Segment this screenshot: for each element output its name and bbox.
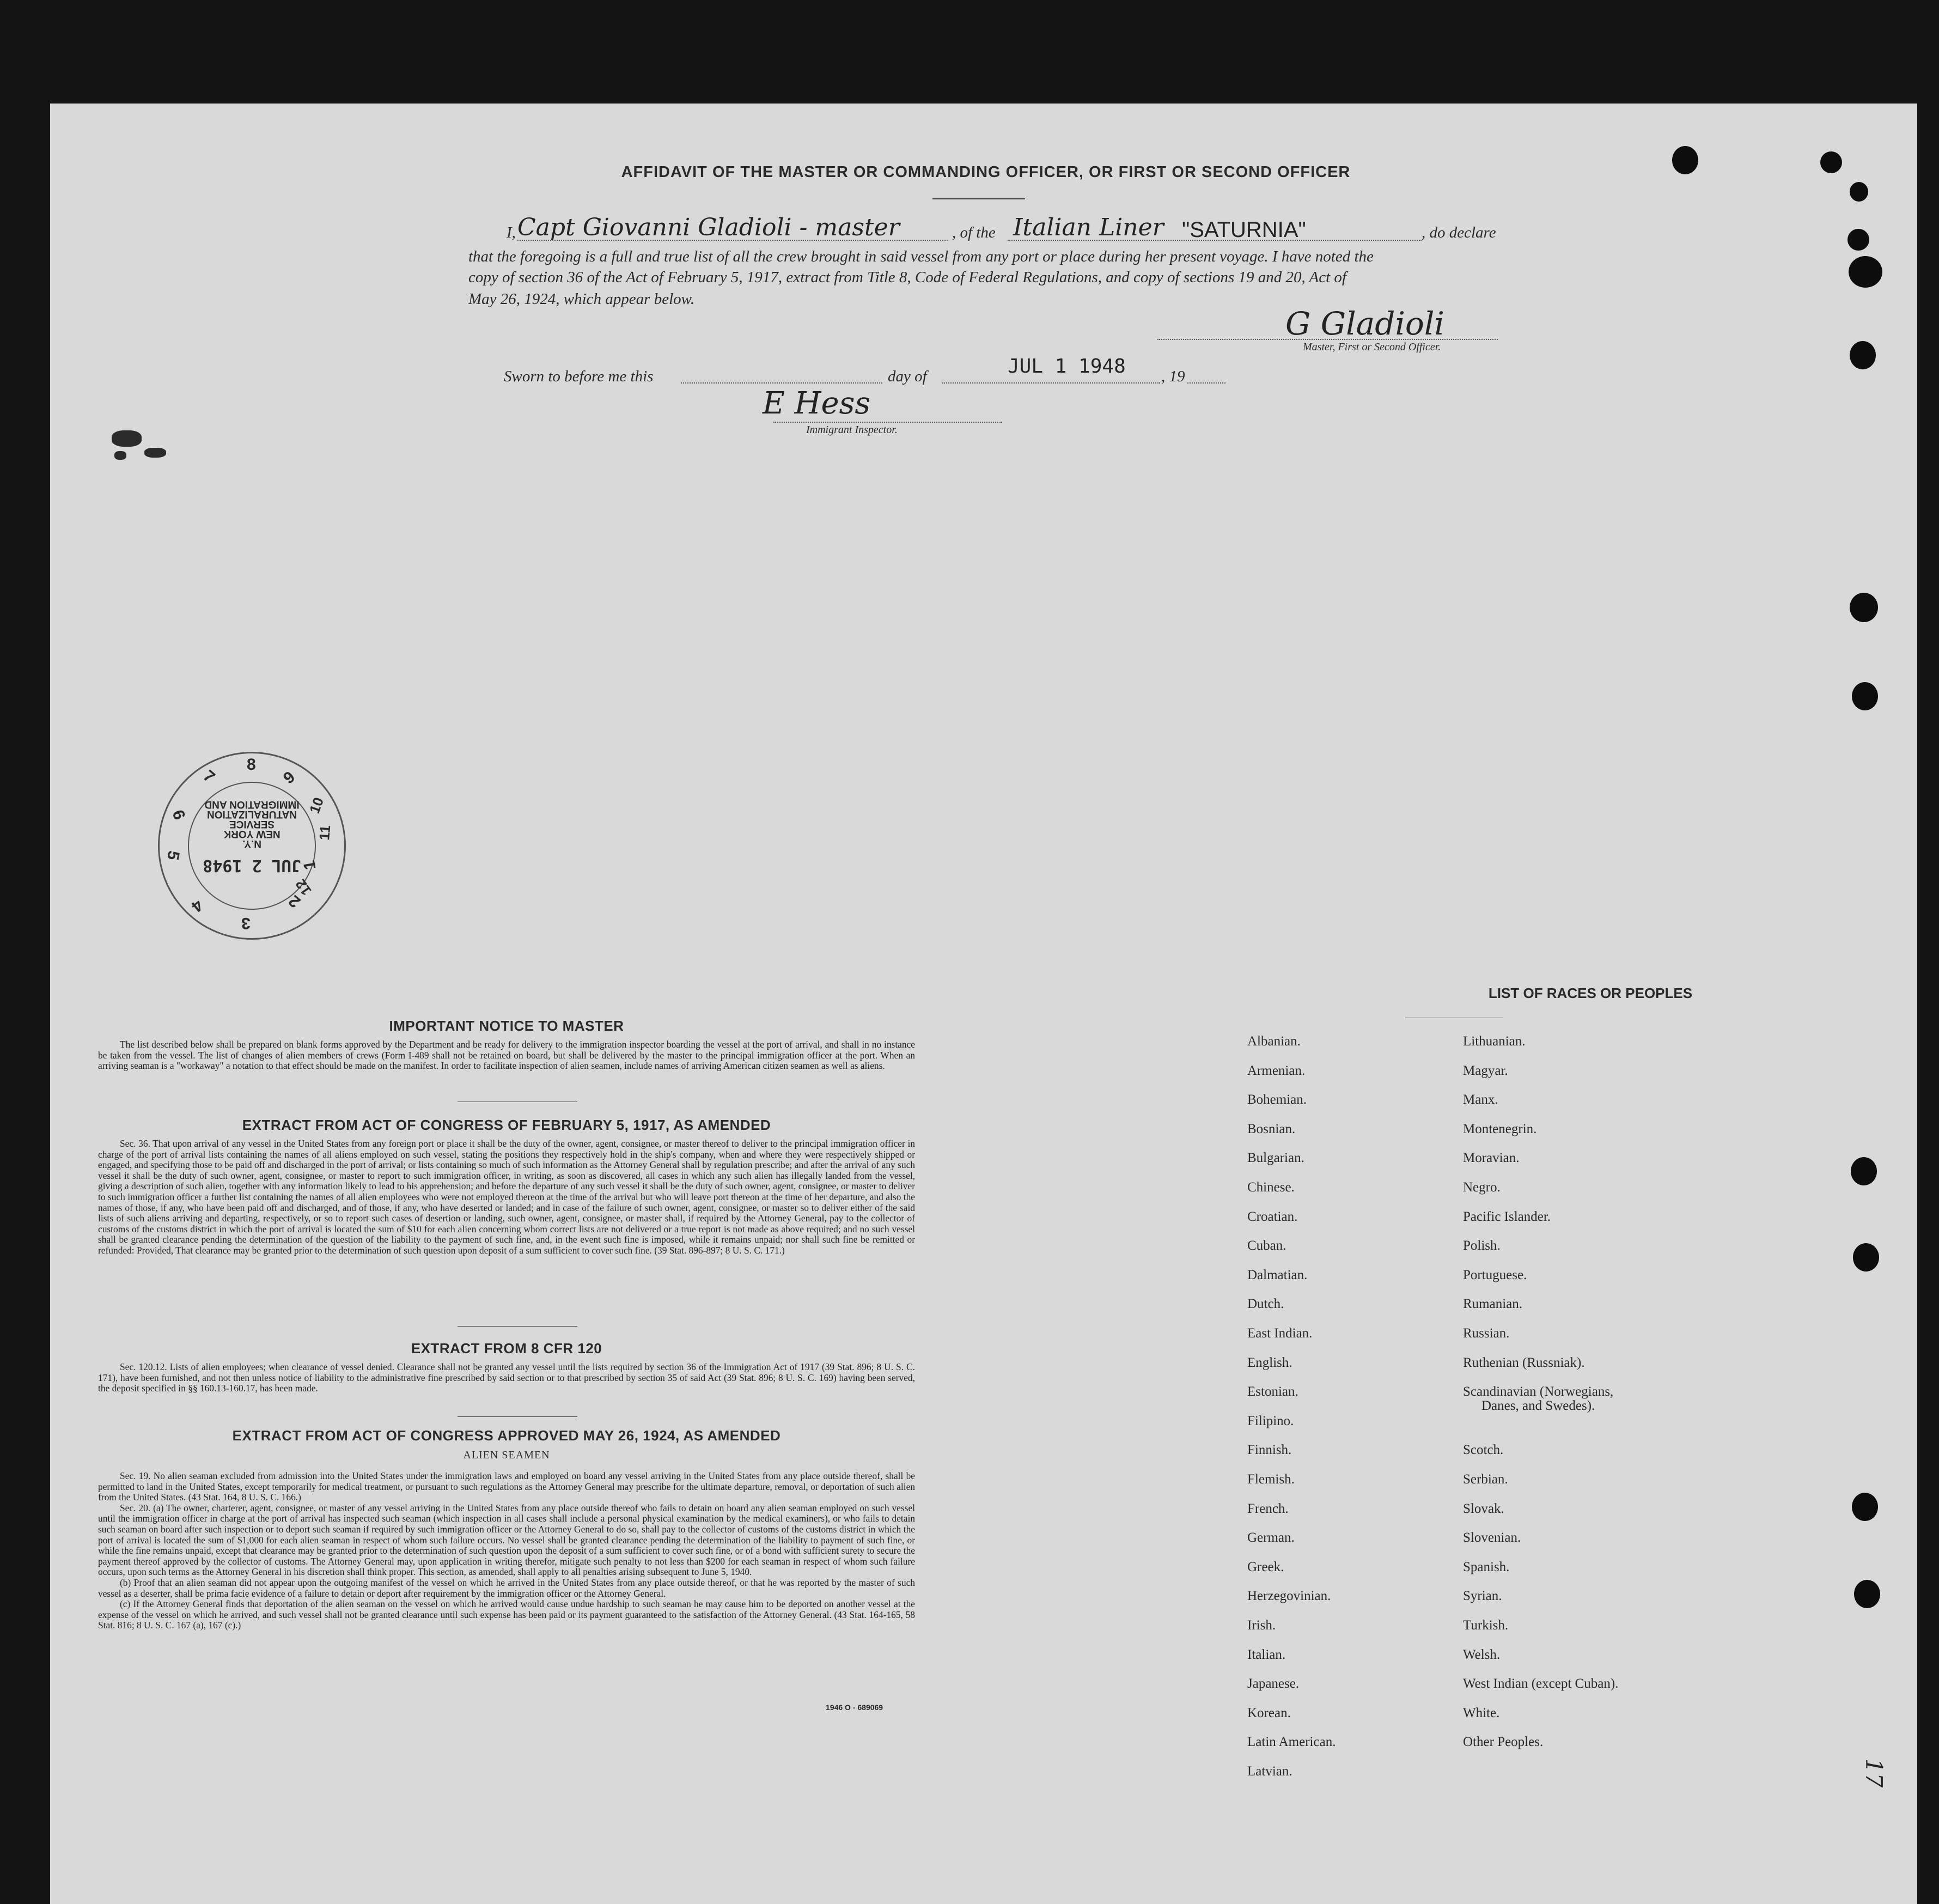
extract-1924-paragraph: Sec. 20. (a) The owner, charterer, agent, consignee, or master of any vessel arriving in the United States from any place outside thereof who fails to detain on board any alien seaman employed on such vessel until the immigration officer in charge at the port of arrival has inspected such seaman (which inspection in all cases shall include a personal physical examination by the medical examiners), or who fails to detain such seaman on board after such inspection or to deport such seaman if required by such immigration officer or the Attorney General to do so, shall pay to the collector of customs of the customs district in which the port of arrival is located the sum of $1,000 for each alien seaman in respect of whom such failure occurs. No vessel shall be granted clearance pending the determination of the liability to payment of such fine, or while the fine remains unpaid, except that clearance may be granted prior to the determination of such question upon the deposit of a sum sufficient to cover such fine, or of a bond with sufficient surety to secure the payment thereof approved by the collector of customs. The Attorney General may, upon application in writing therefor, mitigate such penalty to not less than $200 for each seaman in respect of whom such failure occurs, upon such terms as the Attorney General in his discretion shall think proper. This section, as amended, shall apply to all penalties arising subsequent to June 5, 1940. [98, 1502, 915, 1578]
race-item: Other Peoples. [1463, 1735, 1544, 1750]
seal-digit: 5 [163, 849, 183, 862]
race-item: Pacific Islander. [1463, 1209, 1551, 1224]
extract-8cfr-title: EXTRACT FROM 8 CFR 120 [411, 1340, 602, 1356]
binder-hole-icon [1849, 256, 1882, 288]
race-item: Scandinavian (Norwegians, [1463, 1384, 1614, 1400]
binder-hole-icon [1854, 1580, 1880, 1608]
ink-blot [112, 430, 142, 447]
race-item: Welsh. [1463, 1647, 1501, 1662]
race-item: Lithuanian. [1463, 1034, 1526, 1049]
binder-hole-icon [1850, 593, 1878, 622]
vessel-name-stamp: "SATURNIA" [1182, 218, 1306, 242]
year-line [1187, 382, 1225, 384]
race-item: Estonian. [1247, 1384, 1298, 1400]
binder-hole-icon [1852, 682, 1878, 710]
race-item: Turkish. [1463, 1618, 1509, 1633]
seal-digit: 7 [199, 767, 218, 787]
seal-digit: 3 [241, 914, 251, 932]
race-item: Herzegovinian. [1247, 1589, 1331, 1604]
seal-label-line: IMMIGRATION AND [204, 799, 300, 810]
binder-hole-icon [1853, 1243, 1879, 1272]
seal-digit: 10 [306, 795, 327, 816]
extract-1924-subtitle: ALIEN SEAMEN [463, 1449, 550, 1461]
sworn-day-line [681, 382, 882, 384]
race-item: Irish. [1247, 1618, 1276, 1633]
inspector-signature: E Hess [763, 386, 871, 421]
form-page [50, 104, 1917, 1904]
race-item: Bosnian. [1247, 1121, 1296, 1136]
year-prefix: , 19 [1161, 368, 1185, 385]
binder-hole-icon [1847, 229, 1869, 251]
race-item: Armenian. [1247, 1063, 1306, 1078]
binder-hole-icon [1820, 151, 1842, 173]
race-item: Latvian. [1247, 1764, 1292, 1779]
race-item: Cuban. [1247, 1238, 1286, 1254]
race-item: Montenegrin. [1463, 1121, 1537, 1136]
vessel-line [1008, 240, 1422, 241]
race-item: Danes, and Swedes). [1481, 1398, 1595, 1414]
do-declare-label: , do declare [1422, 224, 1496, 241]
race-item: Moravian. [1463, 1151, 1520, 1166]
race-item: Spanish. [1463, 1559, 1510, 1574]
declaration-prefix: I, [507, 224, 516, 241]
extract-1924-paragraph: Sec. 19. No alien seaman excluded from admission into the United States under the immigration laws and employed on board any vessel arriving in the United States from any place outside thereof, shall be permitted to land in the United States, except temporarily for medical treatment, or pursuant to such regulations as the Attorney General may prescribe for the ultimate departure, removal, or deportation of such alien from the United States. (43 Stat. 164, 8 U. S. C. 166.) [98, 1470, 915, 1503]
race-item: Filipino. [1247, 1413, 1294, 1428]
race-item: Slovenian. [1463, 1530, 1521, 1546]
sworn-label: Sworn to before me this [504, 368, 654, 385]
race-item: Rumanian. [1463, 1297, 1523, 1312]
race-item: Japanese. [1247, 1676, 1300, 1692]
master-caption: Master, First or Second Officer. [1303, 341, 1441, 353]
extract-8cfr-paragraph: Sec. 120.12. Lists of alien employees; when clearance of vessel denied. Clearance shall not be granted any vessel until the lists required by section 36 of the Immigration Act of 1917 (39 Stat. 896; 8 U. S. C. 171), have been furnished, and not then unless notice of liability to the administrative fine prescribed by said section or to that prescribed by section 35 of said Act (39 Stat. 896; 8 U. S. C. 169) having been served, the deposit specified in §§ 160.13-160.17, has been made. [98, 1361, 915, 1394]
extract-1917-text [98, 1139, 915, 1256]
seal-digit: 2 [285, 891, 304, 911]
divider [458, 1416, 577, 1417]
notice-paragraph: The list described below shall be prepared on blank forms approved by the Department and be ready for delivery to the immigration inspector boarding the vessel at the port of arrival, and shall in no instance be taken from the vessel. The list of changes of alien members of crews (Form I-489 shall not be retained on board, but shall be delivered by the master to the principal immigration officer at the port. When an arriving seaman is a "workaway" a notation to that effect should be made on the manifest. In order to facilitate inspection of alien seamen, include names of arriving American citizen seamen as well as aliens. [98, 1039, 915, 1072]
sworn-month-line [942, 382, 1160, 384]
race-item: Korean. [1247, 1705, 1291, 1720]
extract-8cfr-text [98, 1362, 915, 1394]
extract-1924-title: EXTRACT FROM ACT OF CONGRESS APPROVED MAY 26, 1924, AS AMENDED [232, 1427, 781, 1444]
race-item: Manx. [1463, 1092, 1498, 1108]
ink-blot [144, 448, 166, 458]
extract-1917-title: EXTRACT FROM ACT OF CONGRESS OF FEBRUARY 5, 1917, AS AMENDED [242, 1117, 771, 1133]
race-item: Croatian. [1247, 1209, 1298, 1224]
print-code: 1946 O - 689069 [826, 1703, 883, 1712]
race-item: Syrian. [1463, 1589, 1502, 1604]
master-name-handwritten: Capt Giovanni Gladioli - master [517, 214, 900, 241]
race-item: English. [1247, 1355, 1292, 1370]
binder-hole-icon [1852, 1493, 1878, 1521]
extract-1917-paragraph: Sec. 36. That upon arrival of any vessel in the United States from any foreign port or place it shall be the duty of the owner, agent, consignee, or master thereof to deliver to the principal immigration officer in charge of the port of arrival lists containing the names of all aliens employed on such vessel, stating the positions they respectively hold in the ship's company, when and where they were respectively shipped or engaged, and specifying those to be paid off and discharged in the port of arrival; or lists containing so much of such information as the Attorney General shall by regulation prescribe; and after the arrival of any such vessel it shall be the duty of such owner, agent, consignee, or master to report to such immigration officer, in writing, as soon as discovered, all cases in which any such alien has illegally landed from the vessel, giving a description of such alien, together with any information likely to lead to his apprehension; and before the departure of any such vessel it shall be the duty of such owner, agent, consignee, or master to deliver to such immigration officer a further list containing the names of all alien employees who were not employed thereon at the time of the arrival but who will leave port thereon at the time of her departure, and also the names of those, if any, who have been paid off and discharged, and of those, if any, who have deserted or landed; and in case of the failure of such owner, agent, consignee, or master so to deliver either of the said lists of such aliens arriving and departing, respectively, or so to report such cases of desertion or landing, such owner, agent, consignee, or master shall, if required by the Attorney General, pay to the collector of customs of the customs district in which the port of arrival is located the sum of $10 for each alien concerning whom correct lists are not delivered or a true report is not made as above required; and no such vessel shall be granted clearance pending the determination of the question of the liability to the payment of such fine, and, in the event such fine is imposed, while it remains unpaid; nor shall such fine be remitted or refunded: Provided, That clearance may be granted prior to the determination of such question upon deposit of a sum sufficient to cover such fine. (39 Stat. 896-897; 8 U. S. C. 171.) [98, 1138, 915, 1256]
race-item: Negro. [1463, 1180, 1501, 1195]
day-of-label: day of [888, 368, 927, 385]
race-item: Polish. [1463, 1238, 1501, 1254]
inspector-caption: Immigrant Inspector. [806, 424, 898, 436]
ink-blot [114, 451, 126, 460]
of-the-label: , of the [952, 224, 996, 241]
seal-label-line: NEW YORK [223, 828, 281, 840]
declaration-line-3: copy of section 36 of the Act of February 5, 1917, extract from Title 8, Code of Federal Regulations, and copy of sections 19 and 20, Act of [468, 269, 1346, 286]
race-item: Italian. [1247, 1647, 1286, 1662]
seal-label-line: N.Y. [242, 838, 261, 849]
seal-digit: 11 [316, 824, 334, 841]
race-item: Chinese. [1247, 1180, 1295, 1195]
seal-digit: 1 [300, 859, 320, 872]
vessel-type-handwritten: Italian Liner [1013, 214, 1164, 241]
extract-1924-paragraph: (c) If the Attorney General finds that deportation of the alien seaman on the vessel on which he arrived would cause undue hardship to such seaman he may cause him to be deported on another vessel at the expense of the vessel on which he arrived, and such vessel shall not be granted clearance until such expense has been paid or its payment guaranteed to the satisfaction of the Attorney General. (43 Stat. 164-165, 58 Stat. 816; 8 U. S. C. 167 (a), 167 (c).) [98, 1598, 915, 1631]
seal-digit: 9 [280, 768, 299, 788]
race-item: Albanian. [1247, 1034, 1301, 1049]
binder-hole-icon [1851, 1157, 1877, 1185]
race-item: German. [1247, 1530, 1295, 1546]
sworn-date-stamp: JUL 1 1948 [1008, 355, 1126, 378]
race-item: Portuguese. [1463, 1267, 1527, 1282]
race-item: Russian. [1463, 1326, 1510, 1341]
race-item: Serbian. [1463, 1472, 1508, 1487]
affidavit-title: AFFIDAVIT OF THE MASTER OR COMMANDING OFFICER, OR FIRST OR SECOND OFFICER [621, 163, 1351, 181]
race-item: Finnish. [1247, 1443, 1292, 1458]
race-item: Ruthenian (Russniak). [1463, 1355, 1585, 1370]
name-line [517, 240, 948, 241]
race-item: Bulgarian. [1247, 1151, 1304, 1166]
seal-digit: 6 [168, 807, 189, 823]
race-item: Latin American. [1247, 1735, 1336, 1750]
margin-note-handwritten: 17 [1861, 1758, 1888, 1788]
divider [932, 198, 1025, 199]
race-item: White. [1463, 1705, 1500, 1720]
immigration-seal-stamp [158, 752, 346, 940]
seal-digit: 8 [247, 756, 256, 774]
seal-label-line: SERVICE [229, 818, 275, 830]
extract-1924-paragraph: (b) Proof that an alien seaman did not appear upon the outgoing manifest of the vessel on which he arrived in the United States from any place outside thereof, or that he was reported by the master of such vessel as a deserter, shall be prima facie evidence of a failure to detain or deport after requirement by the immigration officer or the Attorney General. [98, 1577, 915, 1599]
declaration-line-2: that the foregoing is a full and true list of all the crew brought in said vessel from any port or place during her present voyage. I have noted the [468, 248, 1374, 265]
seal-digit: 4 [187, 896, 206, 916]
extract-1924-text [98, 1471, 915, 1631]
race-item: East Indian. [1247, 1326, 1313, 1341]
race-item: Slovak. [1463, 1501, 1504, 1516]
seal-date: JUL 2 1948 [203, 856, 301, 875]
binder-hole-icon [1850, 182, 1868, 202]
seal-label-line: NATURALIZATION [207, 808, 297, 820]
notice-title: IMPORTANT NOTICE TO MASTER [389, 1018, 624, 1034]
race-item: Dalmatian. [1247, 1267, 1308, 1282]
race-item: Dutch. [1247, 1297, 1284, 1312]
binder-hole-icon [1850, 341, 1876, 369]
notice-text [98, 1039, 915, 1072]
declaration-line-4: May 26, 1924, which appear below. [468, 290, 695, 308]
race-item: Scotch. [1463, 1443, 1504, 1458]
divider [458, 1326, 577, 1327]
race-item: Flemish. [1247, 1472, 1295, 1487]
race-item: Magyar. [1463, 1063, 1508, 1078]
inspector-signature-line [773, 422, 1002, 423]
race-item: French. [1247, 1501, 1289, 1516]
race-item: West Indian (except Cuban). [1463, 1676, 1619, 1692]
race-item: Bohemian. [1247, 1092, 1307, 1108]
binder-hole-icon [1672, 146, 1698, 174]
race-item: Greek. [1247, 1559, 1284, 1574]
seal-digit: 12 [292, 876, 315, 899]
races-title: LIST OF RACES OR PEOPLES [1488, 985, 1693, 1001]
master-signature: G Gladioli [1285, 305, 1444, 342]
